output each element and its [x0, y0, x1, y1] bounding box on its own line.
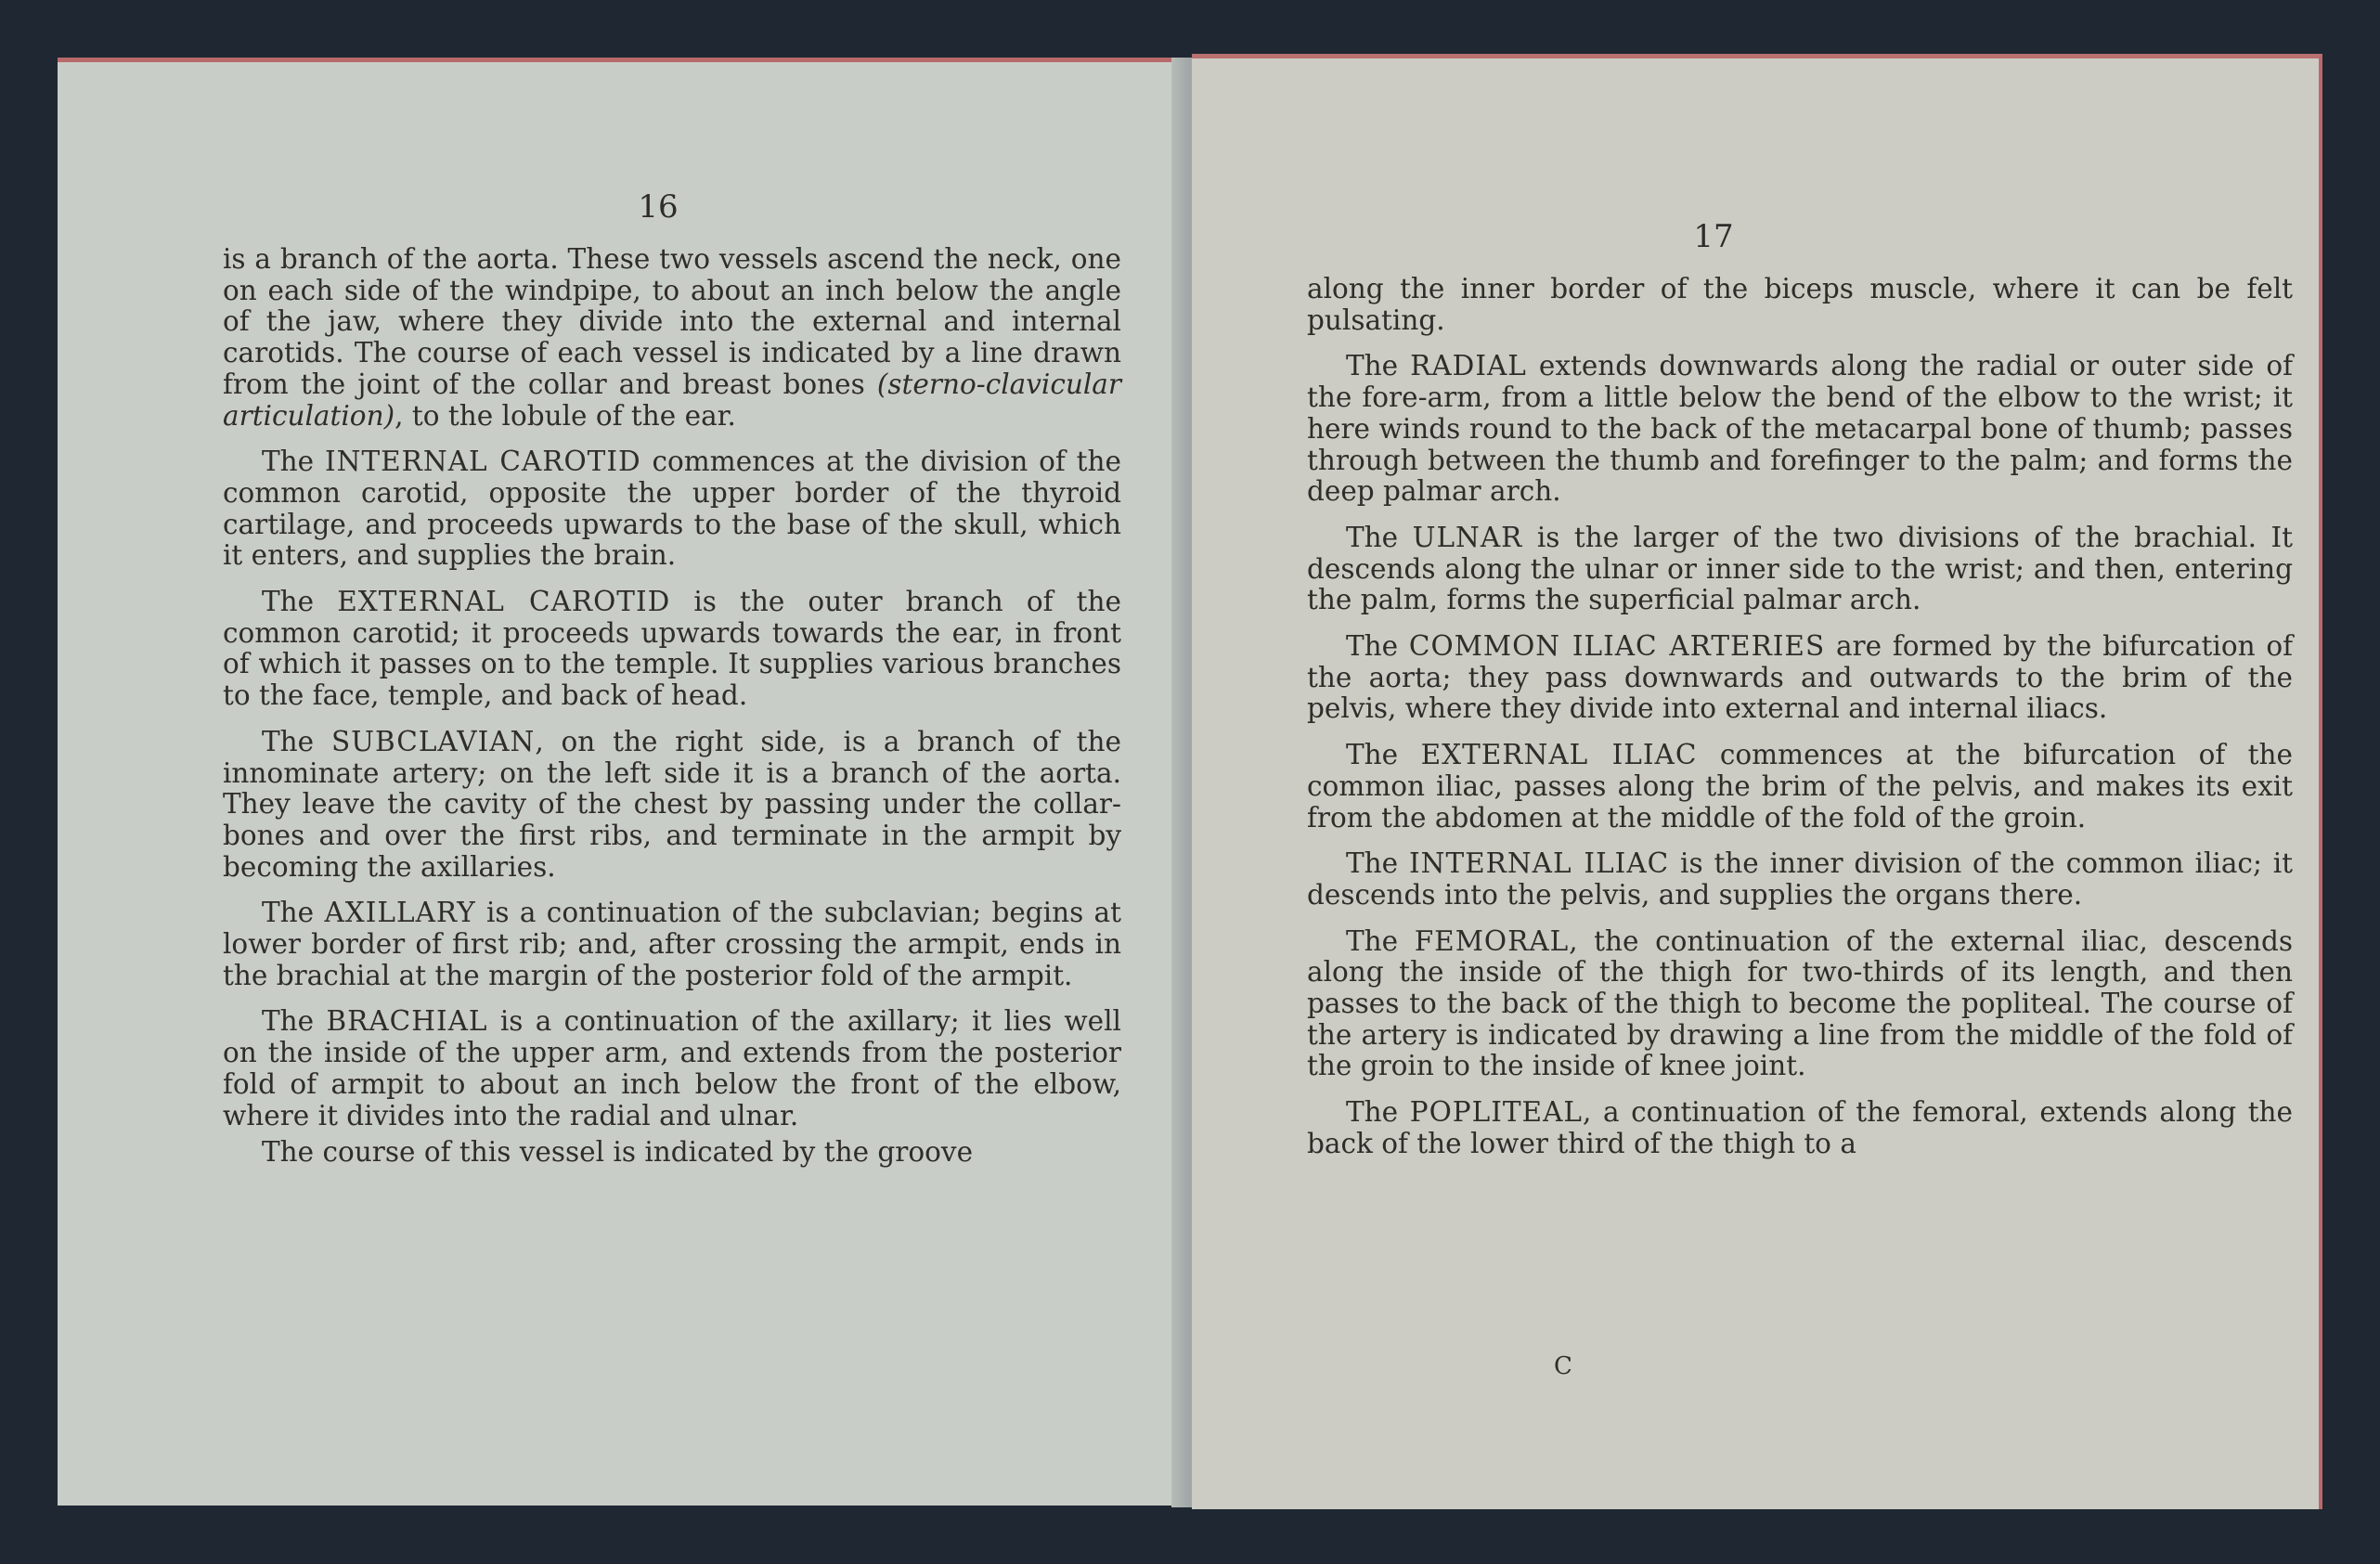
- paragraph-lead: The: [262, 446, 325, 478]
- paragraph-lead: The: [262, 725, 331, 757]
- paragraph-text: The course of this vessel is indicated by the groove: [262, 1136, 974, 1169]
- artery-name: RADIAL: [1410, 350, 1527, 382]
- page-number-left: 16: [638, 188, 679, 226]
- left-page: [58, 58, 1188, 1506]
- paragraph-text: , the continuation of the external iliac, descends along the inside of the thigh for two-thirds of its length, and then passes to the back of the thigh to become the popliteal. The course of the artery is indicated by drawing a line from the middle of the fold of the groin to the inside of knee joint.: [1307, 924, 2293, 1082]
- artery-name: INTERNAL ILIAC: [1408, 847, 1670, 880]
- paragraph-lead: The: [262, 1005, 327, 1038]
- paragraph-text: is the larger of the two divisions of the brachial. It descends along the ulnar or inner side to the wrist; and then, entering the palm, forms the superficial palmar arch.: [1307, 521, 2293, 616]
- paragraph-lead: The: [262, 897, 325, 929]
- paragraph-lead: The: [1346, 739, 1421, 771]
- paragraph-text: , on the right side, is a branch of the innominate artery; on the left side it is a branch of the aorta. They leave the cavity of the chest by passing under the collar-bones and over the first ribs, and terminate in the armpit by becoming the axillaries.: [223, 725, 1121, 883]
- paragraph-text: is a continuation of the axillary; it lies well on the inside of the upper arm, and extends from the posterior fold of armpit to about an inch below the front of the elbow, where it divides into the radial and ulnar.: [223, 1005, 1121, 1131]
- signature-mark: C: [1554, 1352, 1572, 1380]
- paragraph: [1307, 848, 2293, 911]
- paragraph-text: is the outer branch of the common carotid; it proceeds upwards towards the ear, in front of which it passes on to the temple. It supplies various branches to the face, temple, and back of head.: [223, 586, 1121, 712]
- paragraph-lead: The: [1346, 630, 1409, 663]
- paragraph: [223, 446, 1121, 572]
- paragraph-text: is a branch of the aorta. These two vessels ascend the neck, one on each side of the windpipe, to about an inch below the angle of the jaw, where they divide into the external and internal carotids. The course of each vessel is indicated by a line drawn from the joint of the collar and breast bones: [223, 243, 1121, 400]
- italic-term: (sterno-clavicular articulation): [223, 368, 1121, 432]
- paragraph-text: is a continuation of the subclavian; begins at lower border of first rib; and, after crossing the armpit, ends in the brachial at the margin of the posterior fold of the armpit.: [223, 897, 1121, 991]
- paragraph-text: commences at the bifurcation of the common iliac, passes along the brim of the pelvis, and makes its exit from the abdomen at the middle of the fold of the groin.: [1307, 739, 2293, 834]
- paragraph: [223, 1137, 1121, 1169]
- artery-name: ULNAR: [1412, 521, 1523, 553]
- paragraph-text: are formed by the bifurcation of the aorta; they pass downwards and outwards to the brim of the pelvis, where they divide into external and internal iliacs.: [1307, 630, 2294, 725]
- paragraph: [223, 1006, 1121, 1131]
- paragraph-lead: The: [1346, 847, 1409, 880]
- paragraph: [1307, 740, 2293, 834]
- paragraph-lead: The: [1346, 521, 1413, 553]
- artery-name: INTERNAL CAROTID: [324, 446, 641, 478]
- paragraph: [1307, 631, 2293, 725]
- page-number-right: 17: [1693, 218, 1734, 255]
- artery-name: COMMON ILIAC ARTERIES: [1408, 630, 1826, 663]
- artery-name: FEMORAL: [1414, 924, 1570, 957]
- paragraph: [223, 587, 1121, 712]
- paragraph-text: is the inner division of the common iliac; it descends into the pelvis, and supplies the organs there.: [1307, 847, 2294, 911]
- paragraph-lead: The: [1346, 350, 1411, 382]
- paragraph: [1307, 523, 2293, 616]
- paragraph: [1307, 926, 2293, 1083]
- paragraph-lead: The: [1346, 1096, 1410, 1129]
- paragraph-text: commences at the division of the common carotid, opposite the upper border of the thyroid cartilage, and proceeds upwards to the base of the skull, which it enters, and supplies the brain.: [223, 446, 1121, 572]
- paragraph: [1307, 351, 2293, 508]
- paragraph: [223, 727, 1121, 884]
- artery-name: BRACHIAL: [326, 1005, 488, 1038]
- paragraph-text: along the inner border of the biceps muscle, where it can be felt pulsating.: [1307, 273, 2293, 336]
- paragraph: [1307, 274, 2293, 336]
- artery-name: SUBCLAVIAN: [330, 725, 536, 757]
- paragraph: [223, 898, 1121, 991]
- paragraph: [223, 244, 1121, 432]
- paragraph-text: extends downwards along the radial or outer side of the fore-arm, from a little below the bend of the elbow to the wrist; it here winds round to the back of the metacarpal bone of thumb; passes through between the thumb and forefinger to the palm; and forms the deep palmar arch.: [1307, 350, 2293, 508]
- paragraph-text: , to the lobule of the ear.: [395, 399, 736, 432]
- paragraph: [1307, 1097, 2293, 1159]
- paragraph-text: , a continuation of the femoral, extends along the back of the lower third of the thigh to a: [1307, 1096, 2294, 1159]
- artery-name: AXILLARY: [324, 897, 476, 929]
- left-page-text: [223, 244, 1121, 1183]
- right-page-text: [1307, 274, 2293, 1175]
- paragraph-lead: The: [262, 586, 338, 618]
- right-page: [1192, 54, 2322, 1509]
- artery-name: POPLITEAL: [1409, 1096, 1583, 1129]
- artery-name: EXTERNAL CAROTID: [337, 586, 671, 618]
- artery-name: EXTERNAL ILIAC: [1420, 739, 1698, 771]
- paragraph-lead: The: [1346, 924, 1415, 957]
